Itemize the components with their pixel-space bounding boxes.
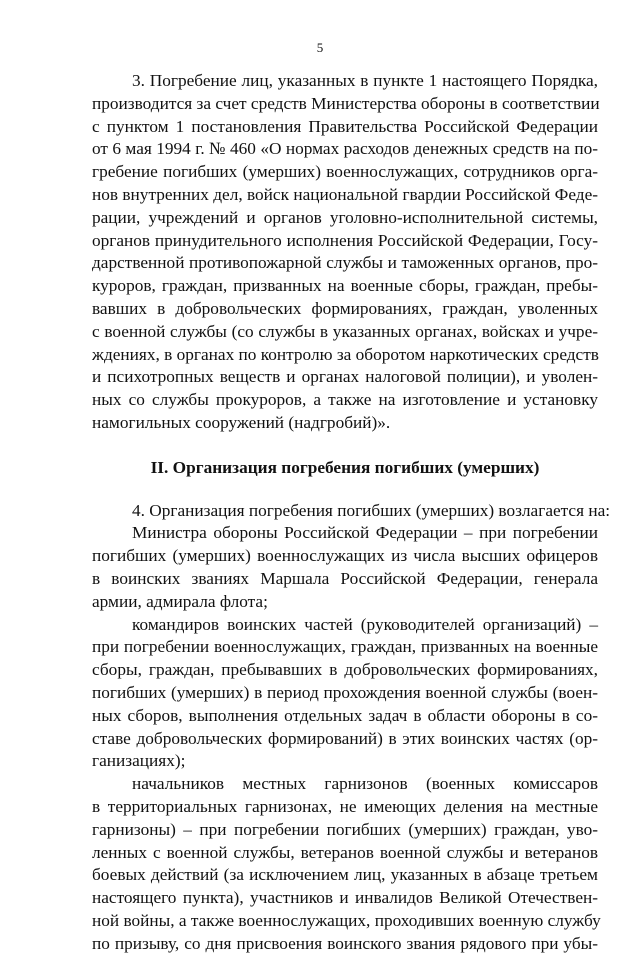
text-line: ленных с военной службы, ветеранов военной службы и ветеранов (92, 842, 598, 862)
text-line: дарственной противопожарной службы и таможенных органов, про- (92, 253, 598, 273)
text-line: в территориальных гарнизонах, не имеющих деления на местные (92, 796, 598, 816)
text-line: намогильных сооружений (надгробий)». (92, 412, 391, 432)
text-line: армии, адмирала флота; (92, 591, 268, 611)
text-line: органов принудительного исполнения Российской Федерации, Госу- (92, 230, 598, 250)
text-line: 3. Погребение лиц, указанных в пункте 1 настоящего Порядка, (132, 71, 598, 90)
text-line: сборы, граждан, пребывавших в добровольческих формированиях, (92, 660, 598, 680)
text-line: ных со службы прокуроров, а также на изготовление и установку (92, 390, 598, 410)
text-line: при погребении военнослужащих, граждан, призванных на военные (92, 637, 598, 657)
item-commanders (92, 614, 598, 774)
paragraph-3 (92, 70, 598, 435)
text-line: куроров, граждан, призванных на военные сборы, граждан, пребы- (92, 276, 598, 296)
text-line: вавших в добровольческих формированиях, граждан, уволенных (92, 298, 598, 318)
text-line: с военной службы (со службы в указанных органах, войсках и учре- (92, 321, 598, 341)
text-line: погибших (умерших) военнослужащих из числа высших офицеров (92, 546, 598, 566)
item-minister (92, 522, 598, 613)
text-line: гребение погибших (умерших) военнослужащих, сотрудников орга- (92, 162, 598, 182)
text-line: по призыву, со дня присвоения воинского звания рядового при убы- (92, 933, 598, 953)
page-number: 5 (316, 40, 324, 55)
item-garrisons (92, 773, 601, 955)
text-line: Министра обороны Российской Федерации – при погребении (132, 523, 598, 543)
text-line: ждениях, в органах по контролю за оборотом наркотических средств (92, 344, 599, 364)
text-line: и психотропных веществ и органах налоговой полиции), и уволен- (92, 367, 598, 387)
text-line: ной войны, а также военнослужащих, проходивших военную службу (92, 910, 601, 930)
text-line: начальников местных гарнизонов (военных комиссаров (132, 774, 598, 794)
text-line: боевых действий (за исключением лиц, указанных в абзаце третьем (92, 865, 598, 885)
text-line: гарнизоны) – при погребении погибших (умерших) граждан, уво- (92, 819, 598, 839)
text-line: с пунктом 1 постановления Правительства Российской Федерации (92, 116, 598, 136)
text-line: ганизациях); (92, 751, 186, 771)
text-line: производится за счет средств Министерства обороны в соответствии (92, 93, 600, 113)
text-line: погибших (умерших) в период прохождения военной службы (воен- (92, 682, 598, 702)
text-line: нов внутренних дел, войск национальной гвардии Российской Феде- (92, 184, 598, 204)
text-line: ных сборов, выполнения отдельных задач в области обороны в со- (92, 705, 598, 725)
text-line: ставе добровольческих формирований) в этих воинских частях (ор- (92, 728, 598, 748)
document-body (92, 70, 611, 955)
text-line: от 6 мая 1994 г. № 460 «О нормах расходов денежных средств на по- (92, 139, 598, 159)
text-line: командиров воинских частей (руководителей организаций) – (132, 614, 598, 634)
text-line: настоящего пункта), участников и инвалидов Великой Отечествен- (92, 888, 598, 908)
paragraph-4-intro: 4. Организация погребения погибших (умерших) возлагается на: (132, 500, 611, 520)
text-line: рации, учреждений и органов уголовно-исполнительной системы, (92, 207, 598, 227)
text-line: в воинских званиях Маршала Российской Федерации, генерала (92, 568, 598, 588)
section-heading: II. Организация погребения погибших (умерших) (150, 457, 540, 477)
